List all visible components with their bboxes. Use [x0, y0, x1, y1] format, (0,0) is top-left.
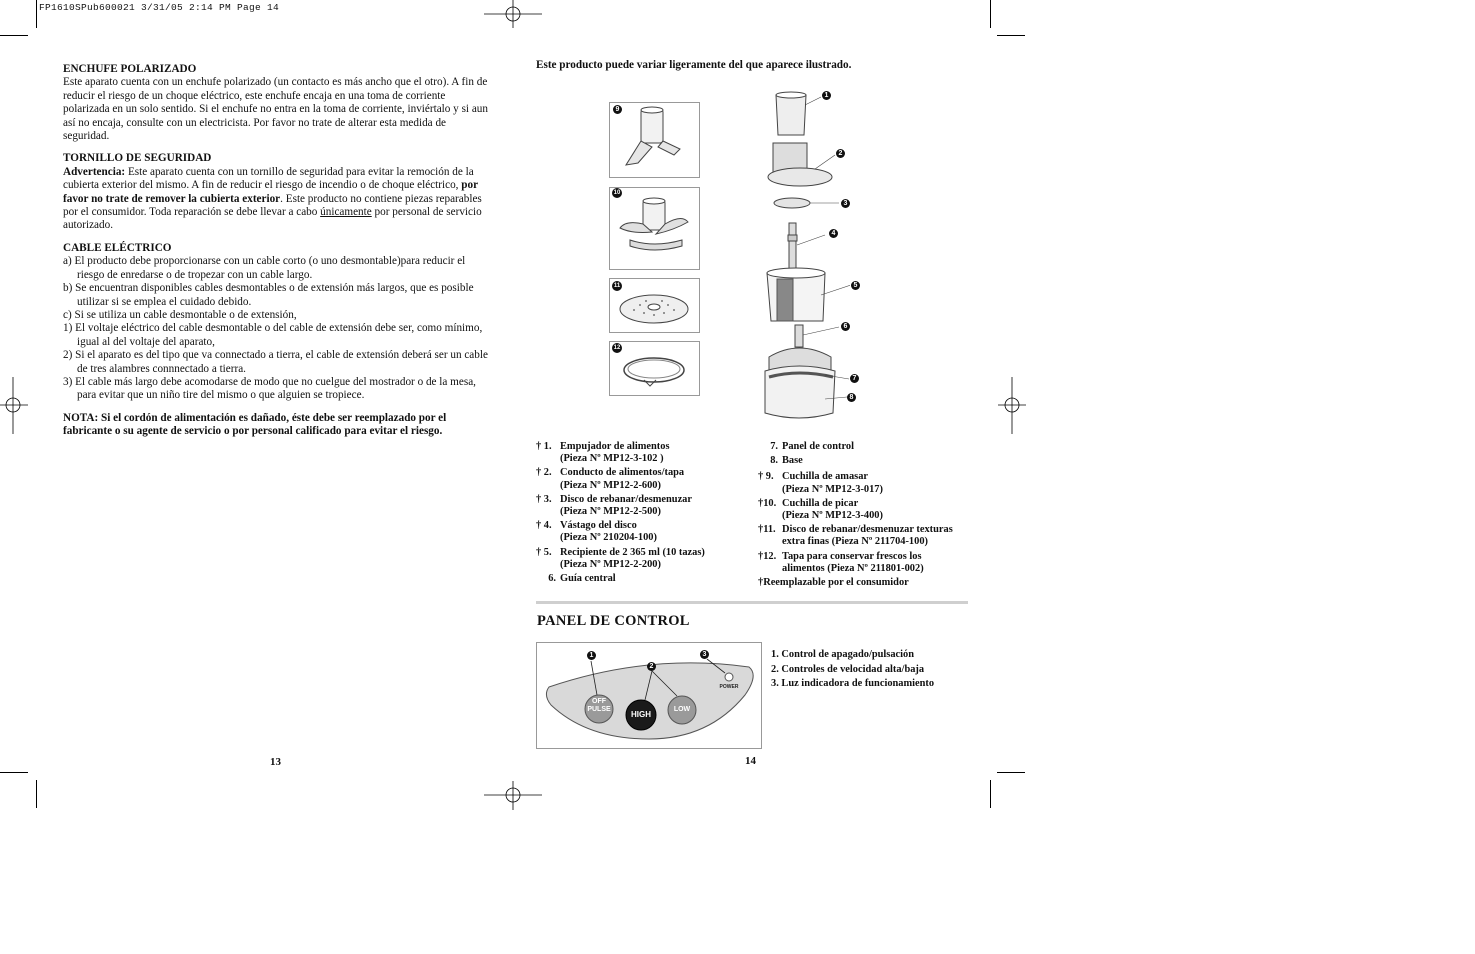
power-light-shape	[725, 673, 733, 681]
off-label: OFF	[592, 698, 606, 705]
warning-label: Advertencia:	[63, 165, 126, 178]
list-item: a) El producto debe proporcionarse con un cable corto (o uno desmontable)para reducir el riesgo de enredarse o de tropezar con un cable largo.	[63, 255, 466, 281]
section-text: Este aparato cuenta con un enchufe polarizado (un contacto es más ancho que el otro). A fin de reducir el riesgo de un choque eléctrico, este enchufe encaja en una toma de corriente polarizada en un solo sentido. Si el enchufe no entra en la toma de corriente, inviértalo y si aun así no encaja, consulte con un electricista. Por favor no trate de alterar esta medida de seguridad.	[63, 76, 488, 143]
part-line: Cuchilla de amasar	[782, 471, 869, 483]
part-number: † 3.	[536, 493, 552, 505]
part-item	[758, 551, 973, 575]
slicing-disc-illustration	[609, 278, 700, 333]
part-line: (Pieza Nº 210204-100)	[560, 532, 657, 544]
part-line: Conducto de alimentos/tapa	[560, 467, 685, 479]
part-number: † 5.	[536, 546, 552, 558]
illustration-note: Este producto puede variar ligeramente del que aparece ilustrado.	[536, 59, 852, 71]
part-line: (Pieza Nº MP12-2-200)	[560, 558, 661, 570]
part-item	[758, 441, 973, 453]
callout-1: 1	[822, 91, 831, 100]
part-item	[758, 498, 973, 522]
storage-lid-icon	[610, 342, 699, 395]
part-item	[758, 524, 973, 548]
underlined-word: únicamente	[320, 206, 372, 219]
bold-warning: por favor no trate de remover la cubierta exterior	[63, 179, 478, 205]
callout-10: 10	[613, 190, 621, 196]
panel-title: PANEL DE CONTROL	[537, 613, 690, 629]
storage-lid-illustration	[609, 341, 700, 396]
text-run: por personal de servicio autorizado.	[63, 206, 482, 232]
list-item: 1. Control de apagado/pulsación	[771, 649, 914, 660]
power-cord-section	[63, 242, 488, 403]
food-pusher-shape	[776, 95, 806, 135]
part-item	[536, 494, 761, 518]
list-item: 3. Luz indicadora de funcionamiento	[771, 678, 935, 690]
part-item	[758, 471, 973, 495]
part-number: † 9.	[758, 471, 774, 483]
polarized-plug-section	[63, 63, 488, 143]
part-line: (Pieza Nº MP12-3-017)	[782, 483, 883, 495]
callout-4: 4	[829, 229, 838, 238]
replaceable-note: †Reemplazable por el consumidor	[758, 577, 909, 589]
page-number-left: 13	[270, 756, 281, 768]
part-line: extra finas (Pieza Nº 211704-100)	[782, 536, 928, 548]
section-title: TORNILLO DE SEGURIDAD	[63, 152, 212, 165]
section-text	[63, 166, 488, 233]
kneading-blade-icon	[610, 103, 699, 177]
part-line: Recipiente de 2 365 ml (10 tazas)	[560, 546, 705, 558]
part-line: Disco de rebanar/desmenuzar	[560, 493, 692, 505]
part-line: Tapa para conservar frescos los	[782, 550, 922, 562]
part-line: alimentos (Pieza Nº 211801-002)	[782, 562, 924, 574]
part-line: Guía central	[560, 573, 616, 585]
callout-7: 7	[850, 374, 859, 383]
panel-callout-2: 2	[647, 662, 656, 671]
list-item: c) Si se utiliza un cable desmontable o de extensión,	[63, 308, 297, 321]
section-title: ENCHUFE POLARIZADO	[63, 63, 197, 75]
callout-9: 9	[613, 105, 622, 114]
part-number: 8.	[770, 455, 778, 467]
callout-6: 6	[841, 322, 850, 331]
pulse-label: PULSE	[587, 706, 611, 713]
callout-11: 11	[613, 283, 621, 289]
part-number: †12.	[758, 550, 777, 562]
part-line: Empujador de alimentos	[560, 441, 670, 452]
slicing-disc-icon	[610, 279, 699, 332]
part-number: †10.	[758, 497, 777, 509]
text-run: Este aparato cuenta con un tornillo de seguridad para evitar la remoción de la cubierta exterior del mismo. A fin de reducir el riesgo de incendio o de choque eléctrico,	[63, 165, 474, 192]
part-line: (Pieza Nº MP12-3-400)	[782, 510, 883, 522]
chopping-blade-illustration	[609, 187, 700, 270]
safety-screw-section	[63, 152, 488, 232]
control-panel-list	[771, 648, 934, 692]
part-item	[536, 520, 761, 544]
part-line: (Pieza Nº MP12-2-500)	[560, 506, 661, 518]
list-item: b) Se encuentran disponibles cables desmontables o de extensión más largos, que es posible utilizar si se emplea el cuidado debido.	[63, 282, 474, 308]
note: NOTA: Si el cordón de alimentación es dañado, éste debe ser reemplazado por el fabricante o su agente de servicio o por personal calificado para evitar el riesgo.	[63, 411, 447, 438]
part-line: Cuchilla de picar	[782, 497, 859, 509]
part-item	[536, 547, 761, 571]
part-line: Vástago del disco	[560, 520, 637, 532]
callout-3: 3	[841, 199, 850, 208]
control-panel-illustration	[536, 642, 762, 749]
part-line: (Pieza Nº MP12-3-102 )	[560, 453, 664, 465]
part-line: Disco de rebanar/desmenuzar texturas	[782, 524, 953, 536]
low-label: LOW	[673, 706, 691, 713]
part-number: 6.	[548, 573, 556, 585]
control-panel-drawing	[537, 643, 761, 748]
food-processor-exploded-illustration	[755, 85, 850, 425]
part-item	[536, 467, 761, 491]
callout-2: 2	[836, 149, 845, 158]
panel-callout-3: 3	[700, 650, 709, 659]
list-item: 1) El voltaje eléctrico del cable desmontable o del cable de extensión debe ser, como mínimo, igual al del voltaje del aparato,	[63, 322, 483, 348]
page-number-right: 14	[745, 755, 756, 767]
high-label: HIGH	[631, 710, 651, 719]
print-slug: FP1610SPub600021 3/31/05 2:14 PM Page 14	[39, 2, 280, 13]
off-pulse-label	[585, 698, 613, 714]
parts-list-right	[758, 441, 973, 589]
list-item: 2. Controles de velocidad alta/baja	[771, 663, 925, 675]
part-item	[536, 441, 761, 465]
part-number: † 4.	[536, 520, 552, 532]
part-line: Base	[782, 455, 803, 467]
callout-12: 12	[613, 345, 621, 351]
part-line: (Pieza Nº MP12-2-600)	[560, 479, 661, 491]
text-run: . Este producto no contiene piezas reparables por el consumidor. Toda reparación se debe llevar a cabo	[63, 192, 482, 219]
part-number: † 2.	[536, 467, 552, 479]
part-item	[758, 455, 973, 467]
power-label: POWER	[719, 684, 739, 690]
left-page-content	[63, 63, 488, 439]
part-number: 7.	[770, 441, 778, 452]
kneading-blade-illustration	[609, 102, 700, 178]
list-item: 3) El cable más largo debe acomodarse de modo que no cuelgue del mostrador o de la mesa, para evitar que un niño tire del mismo o que alguien se tropiece.	[63, 375, 476, 402]
chopping-blade-icon	[610, 188, 699, 269]
part-item	[536, 573, 761, 585]
list-item: 2) Si el aparato es del tipo que va connectado a tierra, el cable de extensión deberá ser un cable de tres alambres connnectado a tierra.	[63, 349, 488, 375]
section-title: CABLE ELÉCTRICO	[63, 241, 172, 254]
callout-5: 5	[851, 281, 860, 290]
part-number: †11.	[758, 524, 776, 536]
part-number: † 1.	[536, 441, 552, 452]
callout-8: 8	[847, 393, 856, 402]
panel-callout-1: 1	[587, 651, 596, 660]
parts-list-left	[536, 441, 761, 587]
part-line: Panel de control	[782, 441, 854, 452]
section-divider	[536, 601, 968, 604]
